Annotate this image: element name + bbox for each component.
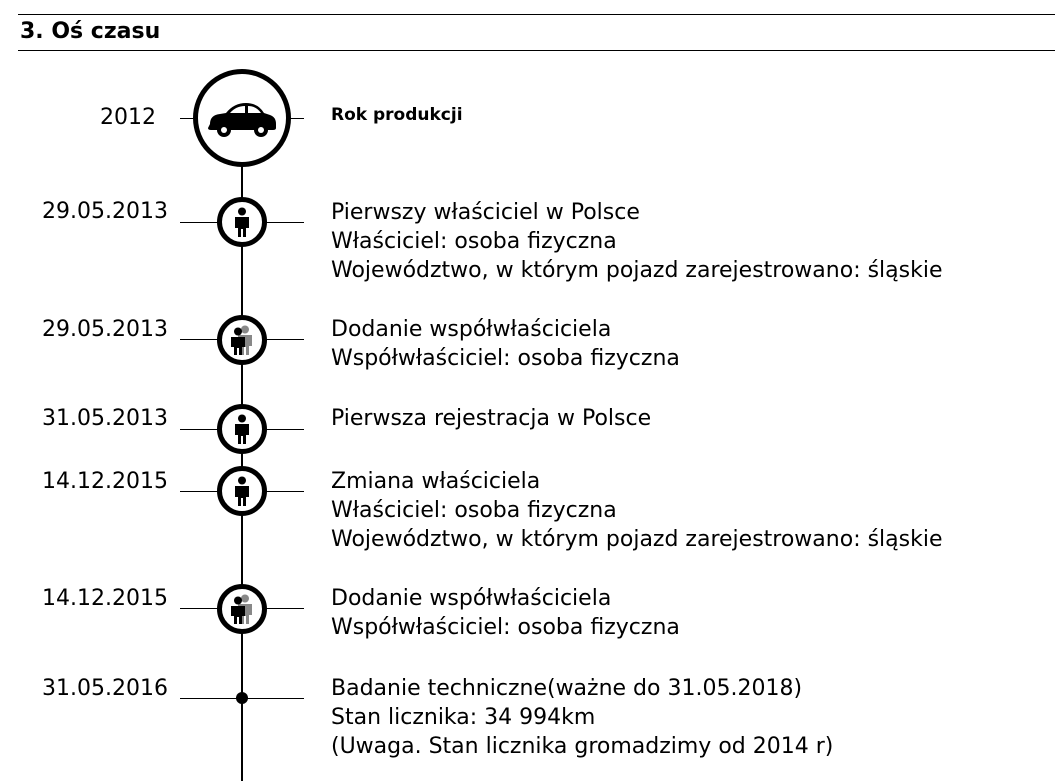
people-icon [230,325,254,355]
person-icon [233,414,251,444]
entry-line: Właściciel: osoba fizyczna [331,229,617,254]
entry-date: 31.05.2016 [42,676,168,701]
entry-line: Pierwszy właściciel w Polsce [331,200,640,225]
entry-line: Pierwsza rejestracja w Polsce [331,406,652,431]
owner-change-marker [217,466,267,516]
entry-text [331,584,680,642]
entry-text [331,404,651,433]
entry-text [331,674,833,761]
section-title: 3. Oś czasu [20,19,161,44]
entry-text [331,198,943,285]
entry-line: Współwłaściciel: osoba fizyczna [331,615,680,640]
entry-line: Województwo, w którym pojazd zarejestrowano: śląskie [331,258,943,283]
entry-text [331,315,680,373]
person-icon [233,207,251,237]
entry-date: 29.05.2013 [42,199,168,224]
entry-text [331,105,463,125]
entry-line: Rok produkcji [331,105,463,125]
entry-line: Stan licznika: 34 994km [331,705,596,730]
owner-marker [217,197,267,247]
entry-text [331,467,943,554]
person-icon [233,476,251,506]
entry-line: Dodanie współwłaściciela [331,317,612,342]
car-marker [193,69,291,167]
entry-date: 29.05.2013 [42,317,168,342]
entry-line: Współwłaściciel: osoba fizyczna [331,346,680,371]
entry-date: 14.12.2015 [42,469,168,494]
co-owner-marker [217,315,267,365]
entry-line: (Uwaga. Stan licznika gromadzimy od 2014 r) [331,734,834,759]
entry-line: Województwo, w którym pojazd zarejestrowano: śląskie [331,527,943,552]
registration-marker [217,404,267,454]
entry-date: 31.05.2013 [42,406,168,431]
entry-line: Dodanie współwłaściciela [331,586,612,611]
entry-date: 14.12.2015 [42,586,168,611]
car-icon [206,98,278,138]
entry-date: 2012 [100,105,156,130]
inspection-dot-marker [236,692,248,704]
entry-line: Zmiana właściciela [331,469,541,494]
entry-line: Właściciel: osoba fizyczna [331,498,617,523]
co-owner-marker [217,584,267,634]
section-header [18,14,1055,51]
people-icon [230,594,254,624]
entry-line: Badanie techniczne(ważne do 31.05.2018) [331,676,803,701]
